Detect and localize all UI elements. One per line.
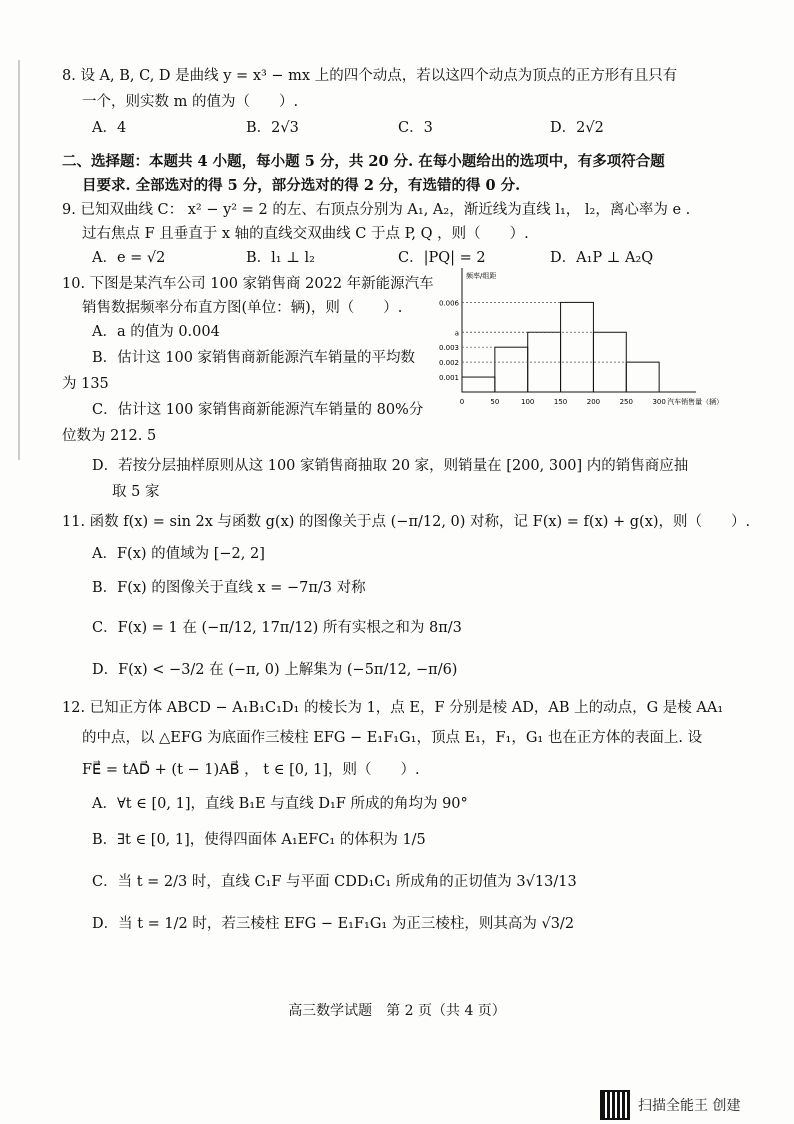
q8-option-d: D．2√2 [550, 120, 604, 136]
histogram-bar [462, 377, 495, 392]
q11-option-c: C．F(x) = 1 在 (−π/12, 17π/12) 所有实根之和为 8π/3 [92, 620, 462, 636]
x-tick-label: 150 [553, 398, 568, 406]
q10-option-b-cont: 为 135 [62, 376, 109, 392]
q10-option-c: C．估计这 100 家销售商新能源汽车销量的 80%分 [92, 402, 424, 418]
q12-stem-cont: 的中点，以 △EFG 为底面作三棱柱 EFG − E₁F₁G₁，顶点 E₁，F₁，G₁ 也在正方体的表面上. 设 [82, 730, 703, 746]
q10-option-d-cont: 取 5 家 [112, 484, 160, 500]
q8-stem: 8. 设 A, B, C, D 是曲线 y = x³ − mx 上的四个动点，若以这四个动点为顶点的正方形有且只有 [62, 68, 678, 84]
y-tick-label: 0.001 [438, 374, 459, 383]
q11-option-b: B．F(x) 的图像关于直线 x = −7π/3 对称 [92, 580, 366, 596]
y-axis-label: 频率/组距 [466, 272, 497, 280]
frequency-histogram [428, 262, 728, 412]
q9-option-a: A．e = √2 [92, 250, 166, 266]
y-tick-label: 0.003 [438, 344, 459, 353]
q10-stem-cont: 销售数据频率分布直方图(单位：辆)，则（ ）. [82, 300, 403, 316]
y-tick-label: a [454, 329, 459, 338]
q10-option-d: D．若按分层抽样原则从这 100 家销售商抽取 20 家，则销量在 [200, 300] 内的销售商应抽 [92, 458, 689, 474]
q9-stem-cont: 过右焦点 F 且垂直于 x 轴的直线交双曲线 C 于点 P, Q ，则（ ）. [82, 226, 529, 242]
q10-stem: 10. 下图是某汽车公司 100 家销售商 2022 年新能源汽车 [62, 276, 434, 292]
scan-edge-line [18, 60, 20, 460]
x-tick-label: 250 [619, 398, 633, 406]
q9-option-c: C．|PQ| = 2 [398, 250, 486, 266]
q12-option-d: D．当 t = 1/2 时，若三棱柱 EFG − E₁F₁G₁ 为正三棱柱，则其高为 √3/2 [92, 916, 575, 932]
y-tick-label: 0.006 [438, 299, 459, 308]
y-tick-label: 0.002 [438, 359, 459, 368]
x-axis-label: 汽车销售量（辆） [667, 398, 724, 406]
histogram-bar [626, 362, 659, 392]
q8-stem-cont: 一个，则实数 m 的值为（ ）. [82, 94, 299, 110]
histogram-bar [561, 302, 594, 392]
q9-option-d: D．A₁P ⊥ A₂Q [550, 250, 654, 266]
qr-code-icon [600, 1090, 630, 1120]
q11-option-d: D．F(x) < −3/2 在 (−π, 0) 上解集为 (−5π/12, −π/6) [92, 662, 458, 678]
q8-option-c: C．3 [398, 120, 433, 136]
scanner-watermark [600, 1090, 740, 1120]
x-tick-label: 50 [490, 398, 500, 406]
q11-stem: 11. 函数 f(x) = sin 2x 与函数 g(x) 的图像关于点 (−π/12, 0) 对称，记 F(x) = f(x) + g(x)，则（ ）. [62, 514, 751, 530]
q10-option-b: B．估计这 100 家销售商新能源汽车销量的平均数 [92, 350, 416, 366]
section2-heading: 二、选择题：本题共 4 小题，每小题 5 分，共 20 分. 在每小题给出的选项中，有多项符合题 [62, 153, 665, 170]
q12-option-c: C．当 t = 2/3 时，直线 C₁F 与平面 CDD₁C₁ 所成角的正切值为 3√13/13 [92, 874, 577, 890]
q12-option-a: A．∀t ∈ [0, 1]，直线 B₁E 与直线 D₁F 所成的角均为 90° [92, 796, 468, 812]
q11-option-a: A．F(x) 的值域为 [−2, 2] [92, 546, 265, 562]
watermark-text: 扫描全能王 创建 [638, 1098, 741, 1114]
q9-stem: 9. 已知双曲线 C： x² − y² = 2 的左、右顶点分别为 A₁, A₂，渐近线为直线 l₁， l₂，离心率为 e . [62, 202, 691, 218]
x-tick-label: 200 [586, 398, 601, 406]
section2-heading-cont: 目要求. 全部选对的得 5 分，部分选对的得 2 分，有选错的得 0 分. [82, 177, 521, 194]
histogram-bar [495, 347, 528, 392]
q8-option-b: B．2√3 [246, 120, 299, 136]
q12-option-b: B．∃t ∈ [0, 1]，使得四面体 A₁EFC₁ 的体积为 1/5 [92, 832, 426, 848]
x-tick-label: 100 [521, 398, 535, 406]
page-footer: 高三数学试题 第 2 页（共 4 页） [288, 1003, 506, 1019]
q8-option-a: A．4 [92, 120, 127, 136]
q12-stem: 12. 已知正方体 ABCD − A₁B₁C₁D₁ 的棱长为 1，点 E，F 分别是棱 AD，AB 上的动点，G 是棱 AA₁ [62, 700, 724, 716]
x-tick-label: 300 [652, 398, 666, 406]
x-tick-label: 0 [459, 398, 465, 406]
q12-stem-cont2: FE⃗ = tAD⃗ + (t − 1)AB⃗ ， t ∈ [0, 1]，则（ ）. [82, 762, 420, 778]
q10-option-a: A．a 的值为 0.004 [92, 324, 220, 340]
q9-option-b: B．l₁ ⊥ l₂ [246, 250, 315, 266]
q10-option-c-cont: 位数为 212. 5 [62, 428, 157, 444]
